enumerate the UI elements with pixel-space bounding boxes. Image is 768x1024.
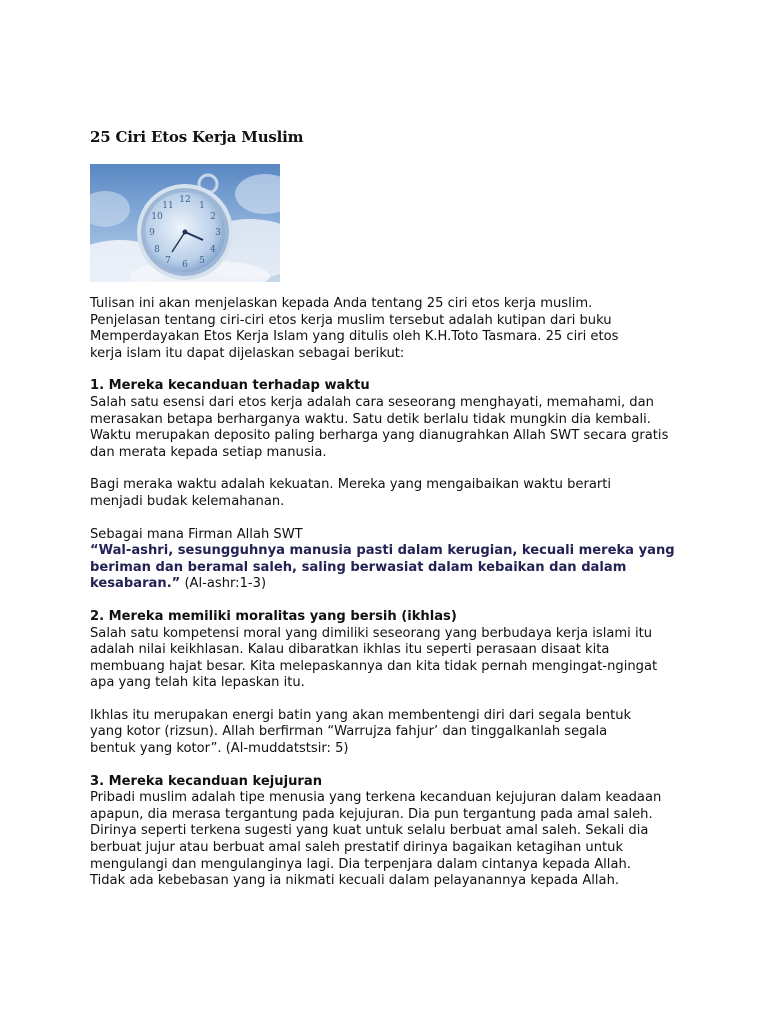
section-3-heading: 3. Mereka kecanduan kejujuran [90,773,323,789]
svg-text:6: 6 [182,260,188,270]
section-2-para2-line-3: bentuk yang kotor”. (Al-muddatstsir: 5) [90,741,349,757]
section-1-heading: 1. Mereka kecanduan terhadap waktu [90,378,370,394]
clock-clouds-image [90,164,280,282]
svg-text:11: 11 [162,201,174,211]
section-2-para1-line-2: adalah nilai keikhlasan. Kalau dibaratkan ikhlas itu seperti perasaan disaat kita [90,642,610,658]
section-2-para1-line-3: membuang hajat besar. Kita melepaskannya dan kita tidak pernah mengingat-ngingat [90,658,658,674]
section-1-quote-end: kesabaran.” [90,576,181,592]
svg-text:3: 3 [215,228,221,238]
document-title: 25 Ciri Etos Kerja Muslim [90,128,304,146]
intro-line-4: kerja islam itu dapat dijelaskan sebagai berikut: [90,345,405,361]
section-1-para2-line-2: menjadi budak kelemahanan. [90,493,285,509]
section-2-para1-line-1: Salah satu kompetensi moral yang dimiliki seseorang yang berbudaya kerja islami itu [90,625,653,641]
section-2-para1-line-4: apa yang telah kita lepaskan itu. [90,675,305,691]
section-1-quote-line-1: “Wal-ashri, sesungguhnya manusia pasti dalam kerugian, kecuali mereka yang [90,543,675,559]
section-3-para1-line-2: apapun, dia merasa tergantung pada kejujuran. Dia pun tergantung pada amal saleh. [90,806,653,822]
section-3-para1-line-1: Pribadi muslim adalah tipe menusia yang terkena kecanduan kejujuran dalam keadaan [90,790,662,806]
section-1-quote-line-2: beriman dan beramal saleh, saling berwasiat dalam kebaikan dan dalam [90,559,627,575]
svg-text:8: 8 [154,245,160,255]
intro-line-1: Tulisan ini akan menjelaskan kepada Anda tentang 25 ciri etos kerja muslim. [90,296,593,311]
section-1-para2-line-1: Bagi meraka waktu adalah kekuatan. Mereka yang mengaibaikan waktu berarti [90,477,612,493]
svg-text:1: 1 [199,201,205,211]
section-3-para1-line-4: berbuat jujur atau berbuat amal saleh prestatif dirinya bagaikan ketagihan untuk [90,840,624,856]
section-2-para2-line-2: yang kotor (rizsun). Allah berfirman “Warrujza fahjur’ dan tinggalkanlah segala [90,724,608,740]
section-2-heading: 2. Mereka memiliki moralitas yang bersih (ikhlas) [90,608,457,624]
svg-text:5: 5 [199,256,205,266]
section-3-para1-line-6: Tidak ada kebebasan yang ia nikmati kecuali dalam pelayanannya kepada Allah. [90,873,620,889]
section-1-para1-line-3: Waktu merupakan deposito paling berharga yang dianugrahkan Allah SWT secara gratis [90,428,669,444]
intro-line-2: Penjelasan tentang ciri-ciri etos kerja muslim tersebut adalah kutipan dari buku [90,312,612,328]
svg-text:10: 10 [151,212,163,222]
intro-line-3: Memperdayakan Etos Kerja Islam yang ditulis oleh K.H.Toto Tasmara. 25 ciri etos [90,329,619,345]
section-3-para1-line-3: Dirinya seperti terkena sugesti yang kuat untuk selalu berbuat amal saleh. Sekali dia [90,823,649,839]
section-3-para1-line-5: mengulangi dan mengulanginya lagi. Dia terpenjara dalam cintanya kepada Allah. [90,856,631,872]
svg-text:7: 7 [165,256,171,266]
section-1-para1-line-1: Salah satu esensi dari etos kerja adalah cara seseorang menghayati, memahami, dan [90,394,654,410]
svg-text:4: 4 [210,245,216,255]
section-1-quote-intro: Sebagai mana Firman Allah SWT [90,526,303,542]
svg-text:2: 2 [210,212,216,222]
svg-text:12: 12 [179,195,191,205]
section-1-para1-line-4: dan merata kepada setiap manusia. [90,444,327,460]
section-1-quote-source: (Al-ashr:1-3) [180,576,267,592]
svg-text:9: 9 [149,228,155,238]
section-1-para1-line-2: merasakan betapa berharganya waktu. Satu detik berlalu tidak mungkin dia kembali. [90,411,651,427]
section-1-quote-line-3 [90,576,690,593]
document-page [90,128,690,890]
section-2-para2-line-1: Ikhlas itu merupakan energi batin yang akan membentengi diri dari segala bentuk [90,707,632,723]
